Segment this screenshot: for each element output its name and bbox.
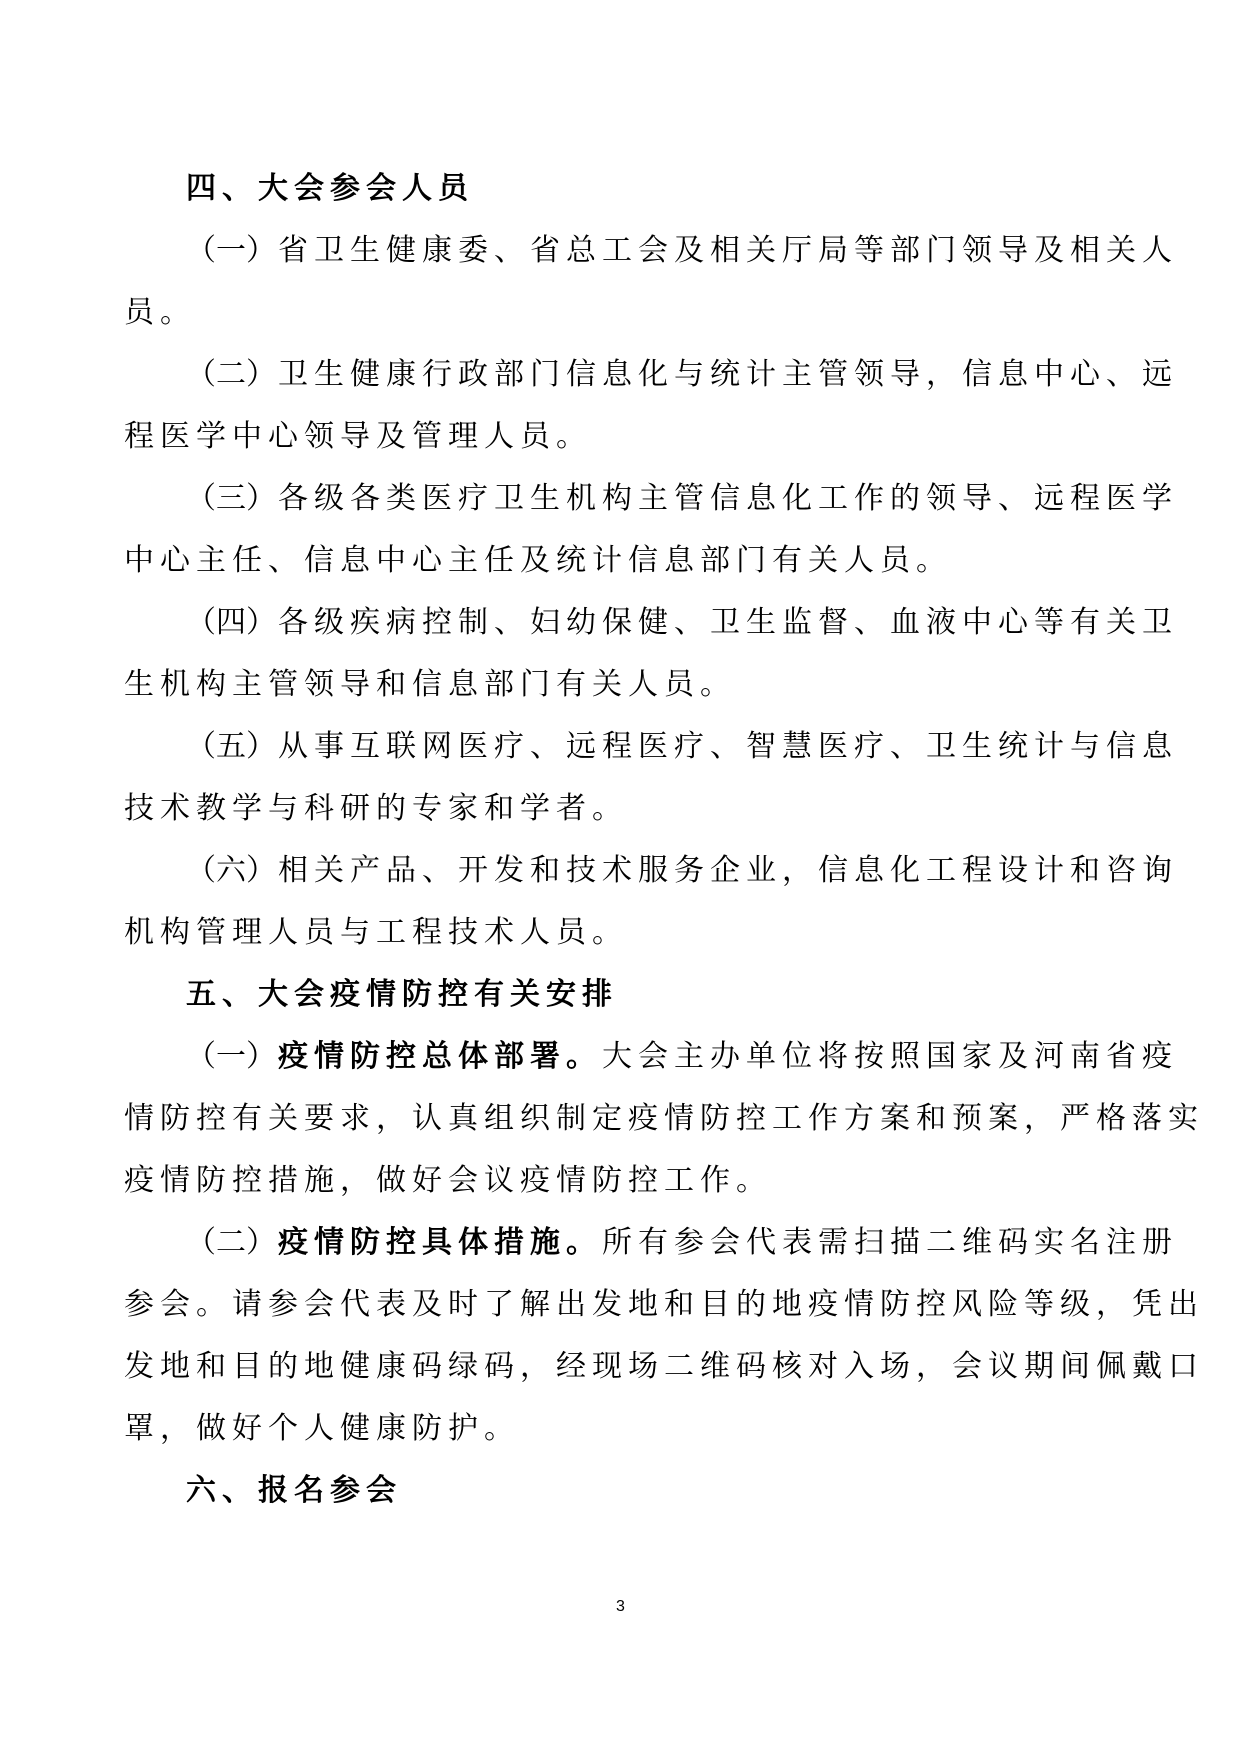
- item-text: 员。: [124, 295, 196, 330]
- item-text: 技术教学与科研的专家和学者。: [124, 791, 628, 826]
- item-lead: 疫情防控具体措施。: [278, 1225, 602, 1260]
- item-text: 中心主任、信息中心主任及统计信息部门有关人员。: [124, 543, 952, 578]
- list-item: [124, 716, 1178, 840]
- page-body: [124, 158, 1204, 1522]
- item-text: 相关产品、开发和技术服务企业，信息化工程设计和咨询: [278, 853, 1178, 888]
- section-heading-5: 五、大会疫情防控有关安排: [186, 977, 618, 1012]
- item-text: 机构管理人员与工程技术人员。: [124, 915, 628, 950]
- item-number: （六）: [186, 853, 276, 888]
- list-item: [124, 344, 1178, 468]
- item-text: 从事互联网医疗、远程医疗、智慧医疗、卫生统计与信息: [278, 729, 1178, 764]
- item-text: 发地和目的地健康码绿码，经现场二维码核对入场，会议期间佩戴口: [124, 1349, 1204, 1384]
- item-text: 卫生健康行政部门信息化与统计主管领导，信息中心、远: [278, 357, 1178, 392]
- page-number: 3: [616, 1598, 625, 1615]
- item-number: （二）: [186, 357, 276, 392]
- item-text: 情防控有关要求，认真组织制定疫情防控工作方案和预案，严格落实: [124, 1101, 1204, 1136]
- item-text: 各级疾病控制、妇幼保健、卫生监督、血液中心等有关卫: [278, 605, 1178, 640]
- item-text: 罩，做好个人健康防护。: [124, 1411, 520, 1446]
- item-text: 疫情防控措施，做好会议疫情防控工作。: [124, 1163, 772, 1198]
- item-number: （四）: [186, 605, 276, 640]
- item-number: （三）: [186, 481, 276, 516]
- item-text: 参会。请参会代表及时了解出发地和目的地疫情防控风险等级，凭出: [124, 1287, 1204, 1322]
- item-lead: 疫情防控总体部署。: [278, 1039, 602, 1074]
- item-number: （二）: [186, 1225, 276, 1260]
- item-text: 大会主办单位将按照国家及河南省疫: [602, 1039, 1178, 1074]
- item-text: 所有参会代表需扫描二维码实名注册: [602, 1225, 1178, 1260]
- list-item: [124, 220, 1178, 344]
- list-item: [124, 840, 1178, 964]
- list-item: [124, 592, 1178, 716]
- list-item: [124, 1026, 1204, 1212]
- item-text: 生机构主管领导和信息部门有关人员。: [124, 667, 736, 702]
- item-number: （一）: [186, 1039, 276, 1074]
- item-text: 程医学中心领导及管理人员。: [124, 419, 592, 454]
- item-number: （一）: [186, 233, 276, 268]
- item-number: （五）: [186, 729, 276, 764]
- item-text: 省卫生健康委、省总工会及相关厅局等部门领导及相关人: [278, 233, 1178, 268]
- list-item: [124, 468, 1178, 592]
- item-text: 各级各类医疗卫生机构主管信息化工作的领导、远程医学: [278, 481, 1178, 516]
- list-item: [124, 1212, 1204, 1460]
- section-heading-6: 六、报名参会: [186, 1473, 402, 1508]
- section-heading-4: 四、大会参会人员: [186, 171, 474, 206]
